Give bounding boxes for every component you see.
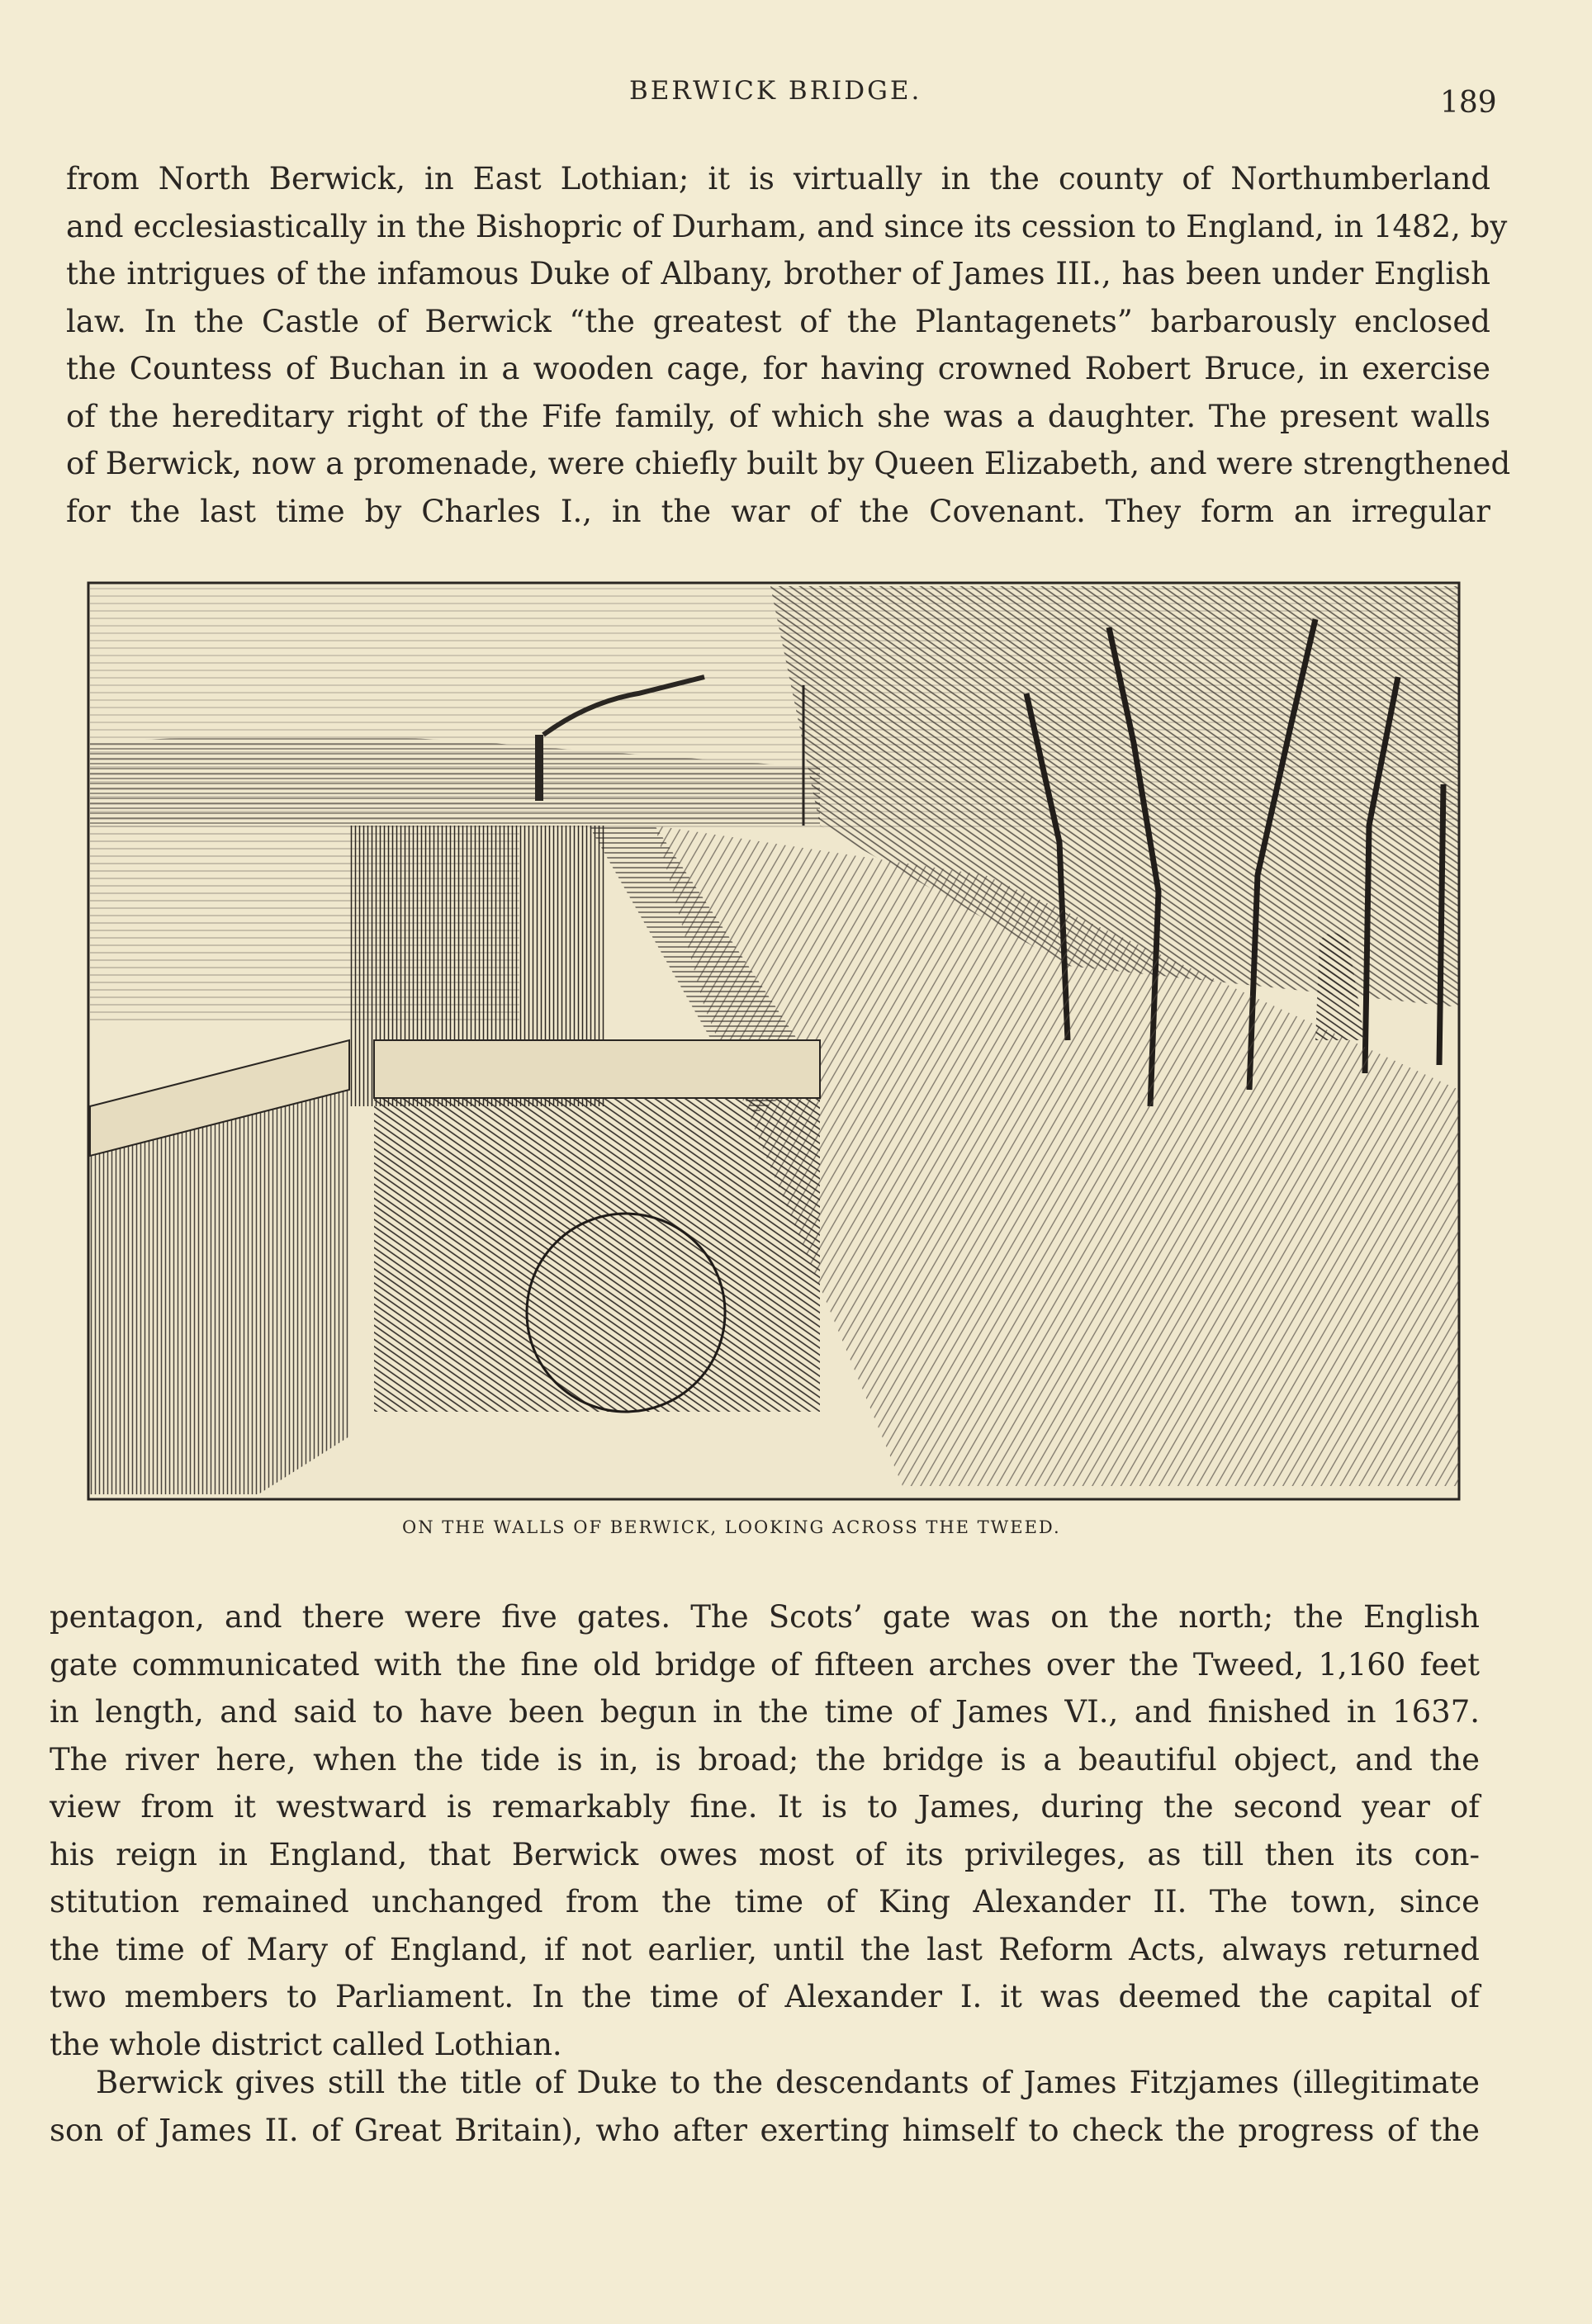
- text-line: the time of Mary of England, if not earlier, until the last Reform Acts, always returned: [50, 1931, 1480, 1967]
- text-line: of the hereditary right of the Fife family, of which she was a daughter. The present walls: [66, 398, 1490, 434]
- engraving-illustration: [77, 578, 1467, 1544]
- text-line: his reign in England, that Berwick owes most of its privileges, as till then its con-: [50, 1836, 1480, 1872]
- text-line: law. In the Castle of Berwick “the greatest of the Plantagenets” barbarously enclosed: [66, 303, 1490, 339]
- text-line: stitution remained unchanged from the time of King Alexander II. The town, since: [50, 1884, 1480, 1919]
- paragraph-top: [66, 155, 1511, 535]
- engraving-image: [77, 578, 1467, 1544]
- figure-caption: ON THE WALLS OF BERWICK, LOOKING ACROSS THE TWEED.: [402, 1517, 1061, 1537]
- text-line: the intrigues of the infamous Duke of Albany, brother of James III., has been under English: [66, 256, 1490, 291]
- text-line: two members to Parliament. In the time of Alexander I. it was deemed the capital of: [50, 1979, 1480, 2014]
- paragraph-middle: [50, 1593, 1480, 2068]
- page-number: 189: [1440, 86, 1497, 120]
- text-line: for the last time by Charles I., in the war of the Covenant. They form an irregular: [66, 493, 1490, 529]
- text-line: from North Berwick, in East Lothian; it is virtually in the county of Northumberland: [66, 161, 1490, 196]
- text-line: view from it westward is remarkably fine. It is to James, during the second year of: [50, 1789, 1480, 1825]
- text-line: the Countess of Buchan in a wooden cage, for having crowned Robert Bruce, in exercise: [66, 351, 1490, 386]
- paragraph-bottom: [50, 2059, 1480, 2154]
- page-header: [0, 76, 1592, 120]
- text-line: the whole district called Lothian.: [50, 2026, 562, 2062]
- text-line: gate communicated with the fine old bridge of fifteen arches over the Tweed, 1,160 feet: [50, 1646, 1480, 1683]
- text-line: in length, and said to have been begun in the time of James VI., and finished in 1637.: [50, 1694, 1480, 1730]
- running-title: BERWICK BRIDGE.: [629, 76, 922, 106]
- text-line: Berwick gives still the title of Duke to the descendants of James Fitzjames (illegitimate: [96, 2065, 1480, 2100]
- text-line: of Berwick, now a promenade, were chiefly built by Queen Elizabeth, and were strengthened: [66, 446, 1511, 481]
- text-line: and ecclesiastically in the Bishopric of Durham, and since its cession to England, in 1482, by: [66, 208, 1508, 244]
- text-line: pentagon, and there were five gates. The Scots’ gate was on the north; the English: [50, 1599, 1480, 1635]
- text-line: son of James II. of Great Britain), who after exerting himself to check the progress of the: [50, 2112, 1480, 2148]
- text-line: The river here, when the tide is in, is broad; the bridge is a beautiful object, and the: [50, 1741, 1480, 1777]
